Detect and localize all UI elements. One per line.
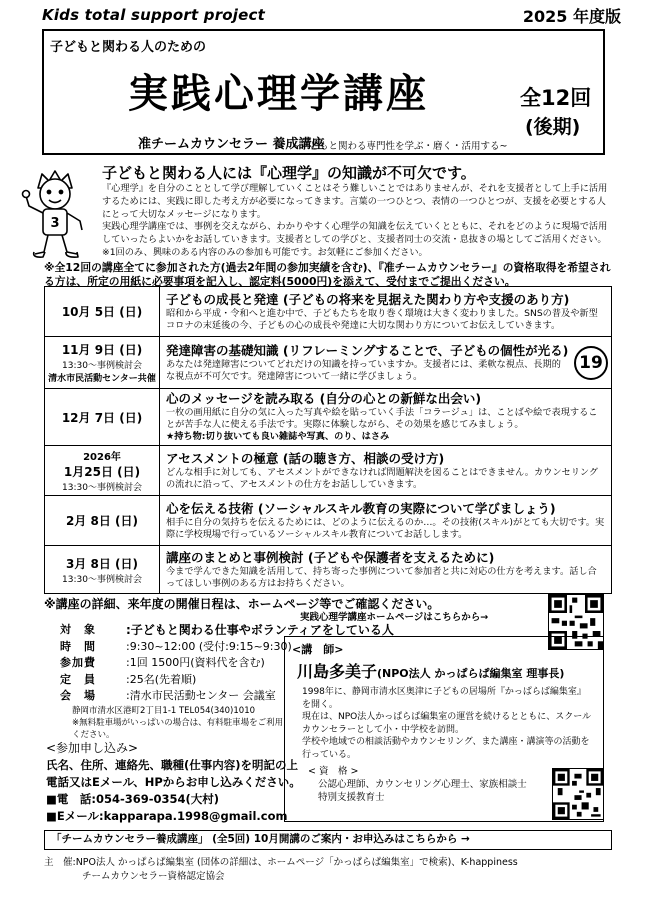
session-date-cell [45, 446, 160, 496]
session-title: 心を伝える技術 (ソーシャルスキル教育の実際について学びましょう) [166, 500, 556, 516]
detail-note: ※講座の詳細、来年度の開催日程は、ホームページ等でご確認ください。 [44, 597, 440, 611]
table-row [45, 446, 612, 496]
session-sub-note: 13:30～事例検討会 [62, 361, 142, 371]
session-content-cell [160, 446, 612, 496]
session-date-cell [45, 496, 160, 546]
bio-paragraph: 現在は、NPO法人かっぱらぱ編集室の運営を続けるとともに、スクールカウンセラーとして小・中学校を訪問。 [302, 712, 592, 735]
info-value: :清水市民活動センター 会議室 [126, 689, 276, 702]
session-date: 11月 9日 (日) [61, 343, 143, 357]
main-title: 実践心理学講座 [128, 70, 429, 117]
session-content-cell [160, 546, 612, 594]
session-title: 講座のまとめと事例検討 (子どもや保護者を支えるために) [166, 549, 495, 565]
intro-paragraph: 実践心理学講座では、事例を交えながら、わかりやすく心理学の知識を伝えていくとともに、それをどのように現場で活用していったらよいかをお話していきます。支援者としての学びと、支援者同士の交流・息抜きの場としてご活用ください。 [102, 221, 608, 246]
apply-email[interactable]: ■Eメール:kapparapa.1998@gmail.com [46, 809, 288, 823]
child-illustration [16, 164, 94, 260]
qualification-line: 特別支援教育士 [318, 792, 385, 803]
subtitle: 准チームカウンセラー 養成講座 [138, 137, 325, 152]
apply-phone[interactable]: ■電 話:054-369-0354(大村) [46, 792, 220, 806]
table-row [45, 496, 612, 546]
homepage-link[interactable]: 実践心理学講座ホームページはこちらから→ [300, 612, 489, 623]
venue-address: 静岡市清水区港町2丁目1-1 TEL054(340)1010 [72, 705, 256, 716]
project-name: Kids total support project [42, 6, 265, 24]
info-label: 時 間 [60, 639, 96, 653]
lecturer-name: 川島多美子 [297, 662, 378, 681]
session-date: 1月25日 (日) [63, 465, 141, 479]
term-label: (後期) [525, 116, 581, 138]
session-title: 発達障害の基礎知識 (リフレーミングすることで、子どもの個性が光る) [166, 342, 569, 358]
session-description: 一枚の画用紙に自分の気に入った写真や絵を貼っていく手法「コラージュ」は、ことばや絵で表現することが苦手な人に使える手法です。実際に体験しながら、その効果を感じてみましょう。 [166, 407, 598, 430]
session-content-cell [160, 287, 612, 337]
session-title: 心のメッセージを読み取る (自分の心との新鮮な出会い) [166, 391, 482, 406]
team-counselor-banner[interactable]: 「チームカウンセラー養成講座」 (全5回) 10月開講のご案内・お申込みはこちらから → [44, 830, 612, 850]
edition-label: 2025 年度版 [522, 7, 621, 26]
session-title: アセスメントの極意 (話の聴き方、相談の受け方) [166, 450, 445, 466]
parking-note: ※無料駐車場がいっぱいの場合は、有料駐車場をご利用ください。 [72, 717, 284, 740]
application-section [46, 740, 301, 825]
certification-notice: ※全12回の講座全てに参加された方(過去2年間の参加実績を含む)、『准チームカウンセラー』の資格取得を希望される方は、所定の用紙に必要事項を記入し、認定料(5000円)を添えて、受付までご提出ください。 [44, 261, 611, 288]
session-date-cell [45, 546, 160, 594]
lecturer-bio [302, 686, 592, 761]
qualification-label: < 資 格 > [308, 766, 359, 777]
table-row [45, 337, 612, 389]
intro-note: ※1回のみ、興味のある内容のみの参加も可能です。お気軽にご参加ください。 [102, 246, 428, 258]
svg-text:3: 3 [50, 216, 60, 231]
lecturer-label: <講 師> [292, 643, 344, 656]
lecturer-org: (NPO法人 かっぱらぱ編集室 理事長) [377, 667, 565, 680]
info-label: 参加費 [60, 656, 96, 669]
session-title: 子どもの成長と発達 (子どもの将来を見据えた関わり方や支援のあり方) [166, 291, 570, 307]
session-sub-note: 13:30～事例検討会 [62, 574, 142, 585]
info-label: 対 象 [60, 623, 96, 636]
session-cohost: 清水市民活動センター共催 [48, 374, 156, 384]
session-count: 全12回 [520, 86, 592, 110]
intro-text [102, 183, 614, 260]
apply-line: 電話又はEメール、HPからお申し込みください。 [46, 775, 301, 789]
session-date-cell [45, 389, 160, 446]
session-date-cell [45, 337, 160, 389]
session-sub-note: 13:30～事例検討会 [62, 483, 142, 493]
session-items: ★持ち物:切り抜いても良い雑誌や写真、のり、はさみ [166, 431, 390, 442]
organizer-line: チームカウンセラー資格認定協会 [82, 871, 225, 882]
apply-heading: <参加申し込み> [46, 741, 139, 755]
schedule-table [44, 286, 612, 594]
session-date: 10月 5日 (日) [61, 305, 143, 319]
session-description: どんな相手に対しても、アセスメントができなければ問題解決を図ることはできません。カウンセリングの流れに沿って、アセスメントの仕方をお話ししていきます。 [166, 466, 599, 490]
session-content-cell [160, 337, 612, 389]
table-row [45, 546, 612, 594]
apply-line: 氏名、住所、連絡先、職種(仕事内容)を明記の上 [46, 758, 299, 772]
lecturer-qr-code[interactable] [552, 768, 604, 820]
info-value: :25名(先着順) [126, 672, 197, 686]
bio-paragraph: 1998年に、静岡市清水区奥津に子どもの居場所『かっぱらぱ編集室』を開く。 [302, 687, 586, 710]
session-date: 3月 8日 (日) [65, 556, 139, 571]
pre-title: 子どもと関わる人のための [50, 40, 207, 55]
session-date-cell [45, 287, 160, 337]
intro-paragraph: 『心理学』を自分のこととして学び理解していくことはそう難しいことではありませんが、それを支援者として上手に活用するためには、実践に即した考え方が必要になってきます。言葉の一つひとつ、表情の一つひとつが、支援を必要とする人にとって大切なメッセージになります。 [102, 183, 608, 220]
bio-paragraph: 学校や地域での相談活動やカウンセリング、また講座・講演等の活動を行っている。 [302, 737, 590, 760]
qualification-line: 公認心理師、カウンセリング心理士、家族相談士 [318, 779, 527, 790]
lecturer-qualifications [308, 765, 527, 804]
info-label: 定 員 [60, 672, 96, 686]
session-description: 昭和から平成・令和へと進む中で、子どもたちを取り巻く環境は大きく変わりました。SNSの普及や新型コロナの末延後の今、子どもの心の成長や発達に大切な関わり方についてお伝えしていきます。 [166, 307, 598, 331]
info-value: :9:30~12:00 (受付:9:15~9:30) [126, 639, 292, 653]
info-label: 会 場 [60, 689, 96, 702]
lecturer-name-line [297, 659, 564, 682]
organizer-line: 主 催:NPO法人 かっぱらぱ編集室 (団体の詳細は、ホームページ「かっぱらぱ編集室」で検索)、K-happiness [44, 857, 518, 868]
info-value: :子どもと関わる仕事やボランティアをしている人 [126, 623, 394, 637]
session-content-cell [160, 496, 612, 546]
session-description: あなたは発達障害についてどれだけの知識を持っていますか。支援者には、柔軟な視点、長期的な視点が不可欠です。発達障害について一緒に学びましょう。 [166, 358, 561, 382]
session-description: 今まで学んできた知識を活用して、持ち寄った事例について参加者と共に対応の仕方を考えます。話し合ってほしい事例のある方はお持ちください。 [166, 565, 597, 589]
table-row [45, 389, 612, 446]
session-content-cell [160, 389, 612, 446]
session-date: 12月 7日 (日) [61, 410, 143, 425]
anniversary-badge: 19 [574, 346, 608, 380]
table-row [45, 287, 612, 337]
organizer [44, 856, 614, 884]
tagline: ~子どもと関わる専門性を学ぶ・磨く・活用する~ [292, 141, 508, 152]
session-date: 2月 8日 (日) [65, 514, 139, 528]
session-year: 2026年 [83, 452, 121, 463]
intro-heading: 子どもと関わる人には『心理学』の知識が不可欠です。 [102, 164, 476, 182]
info-value: :1回 1500円(資料代を含む) [126, 656, 265, 669]
session-description: 相手に自分の気持ちを伝えるためには、どのように伝えるのか…。その技術(スキル)がとても大切です。実際に学校現場で行っているソーシャルスキル教育についてお話しします。 [166, 516, 605, 540]
